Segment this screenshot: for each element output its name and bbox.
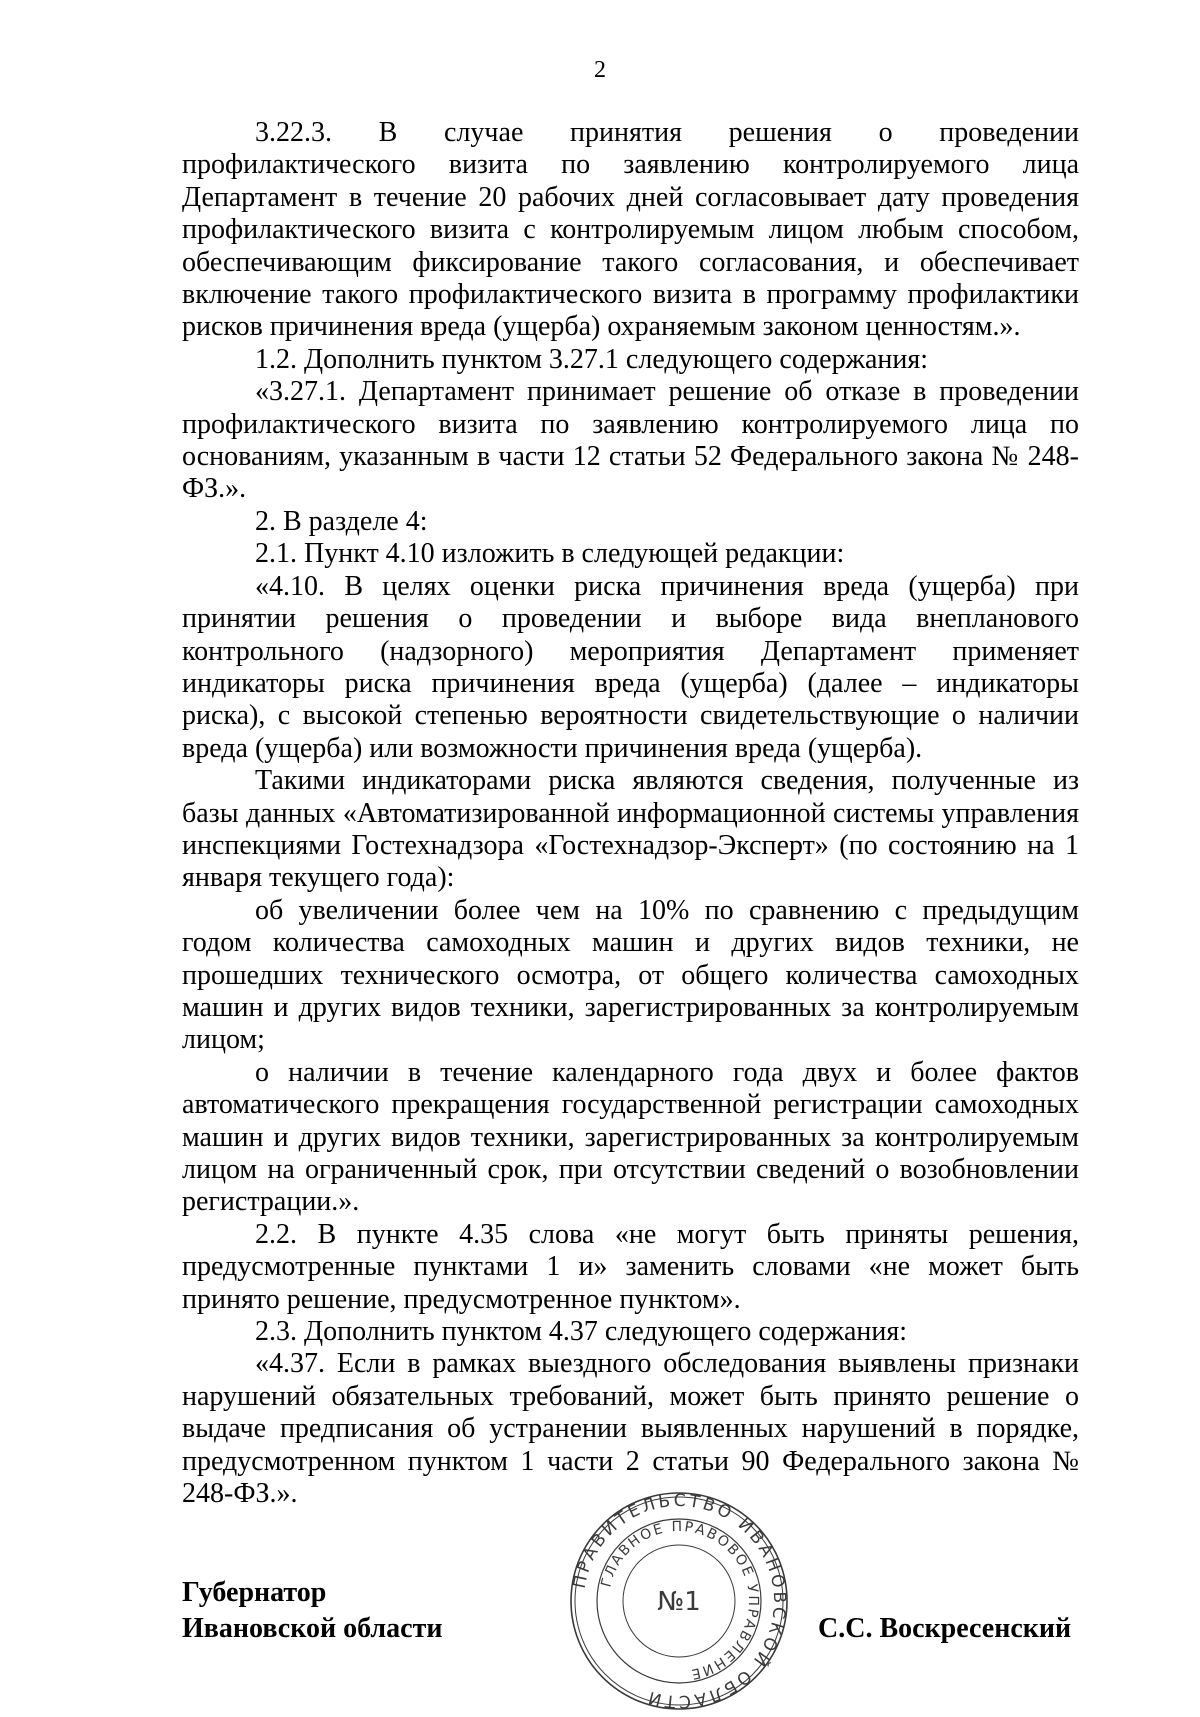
seal-inner-text: ГЛАВНОЕ ПРАВОВОЕ УПРАВЛЕНИЕ [598, 1518, 762, 1683]
official-seal [568, 1490, 790, 1712]
paragraph-2: 2. В разделе 4: [255, 505, 428, 537]
paragraph-4-37: «4.37. Если в рамках выездного обследования выявлены признаки нарушений обязательных требований, может быть принято решение о выдаче предписания об устранении выявленных нарушений в порядке, предусмотренном пунктом 1 части 2 статьи 90 Федерального закона № 248-ФЗ.». [182, 1348, 1079, 1510]
seal-ring-text: ПРАВИТЕЛЬСТВО ИВАНОВСКОЙ ОБЛАСТИ [569, 1490, 790, 1712]
paragraph-2-2: 2.2. В пункте 4.35 слова «не могут быть приняты решения, предусмотренные пунктами 1 и» заменить словами «не может быть принято решение, предусмотренное пунктом». [182, 1218, 1079, 1315]
paragraph-2-3: 2.3. Дополнить пунктом 4.37 следующего содержания: [255, 1316, 908, 1348]
paragraph-1-2: 1.2. Дополнить пунктом 3.27.1 следующего содержания: [255, 343, 929, 375]
document-body [182, 117, 1079, 1510]
seal-graphic [568, 1490, 790, 1712]
signatory-position [182, 1575, 442, 1647]
paragraph-indicators: Такими индикаторами риска являются сведения, полученные из базы данных «Автоматизированной информационной системы управления инспекциями Гостехнадзора «Гостехнадзор-Эксперт» (по состоянию на 1 января текущего года): [182, 765, 1079, 894]
paragraph-2-1: 2.1. Пункт 4.10 изложить в следующей редакции: [255, 538, 845, 570]
page-number: 2 [594, 57, 606, 83]
paragraph-indicator-1: об увеличении более чем на 10% по сравнению с предыдущим годом количества самоходных машин и других видов техники, не прошедших технического осмотра, от общего количества самоходных машин и других видов техники, зарегистрированных за контролируемым лицом; [182, 894, 1079, 1056]
paragraph-3-22-3: 3.22.3. В случае принятия решения о проведении профилактического визита по заявлению контролируемого лица Департамент в течение 20 рабочих дней согласовывает дату проведения профилактического визита с контролируемым лицом любым способом, обеспечивающим фиксирование такого согласования, и обеспечивает включение такого профилактического визита в программу профилактики рисков причинения вреда (ущерба) охраняемым законом ценностям.». [182, 117, 1079, 343]
signatory-name: С.С. Воскресенский [818, 1613, 1072, 1644]
signatory-position-line2: Ивановской области [182, 1613, 443, 1644]
paragraph-4-10: «4.10. В целях оценки риска причинения вреда (ущерба) при принятии решения о проведении и выборе вида внепланового контрольного (надзорного) мероприятия Департамент применяет индикаторы риска причинения вреда (ущерба) (далее – индикаторы риска), с высокой степенью вероятности свидетельствующие о наличии вреда (ущерба) или возможности причинения вреда (ущерба). [182, 570, 1079, 764]
paragraph-indicator-2: о наличии в течение календарного года двух и более фактов автоматического прекращения государственной регистрации самоходных машин и других видов техники, зарегистрированных за контролируемым лицом на ограниченный срок, при отсутствии сведений о возобновлении регистрации.». [182, 1056, 1079, 1218]
paragraph-3-27-1: «3.27.1. Департамент принимает решение об отказе в проведении профилактического визита по заявлению контролируемого лица по основаниям, указанным в части 12 статьи 52 Федерального закона № 248-ФЗ.». [182, 376, 1079, 505]
signatory-position-line1: Губернатор [182, 1577, 327, 1608]
seal-center-number: №1 [657, 1587, 701, 1617]
